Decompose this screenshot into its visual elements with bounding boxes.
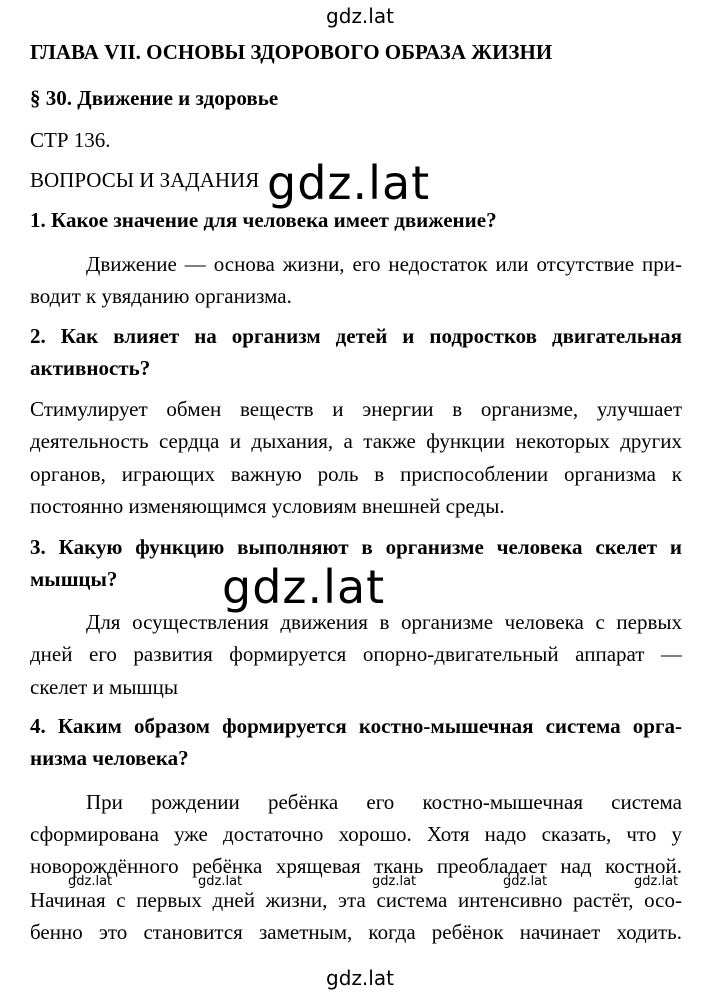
watermark-small-1: gdz.lat [68,874,113,889]
question-3-line-1: 3. Какую функцию выполняют в организме человека скелет и [30,535,682,559]
answer-2-line-1: Стимулирует обмен веществ и энергии в организме, улучшает [30,397,682,421]
answer-2-line-4: постоянно изменяющимся условиям внешней среды. [30,494,505,518]
question-2-line-2: активность? [30,356,151,380]
watermark-small-4: gdz.lat [503,874,548,889]
answer-3-line-3: скелет и мышцы [30,675,178,699]
question-3-line-2: мышцы? [30,567,118,591]
watermark-top: gdz.lat [326,4,394,28]
answer-1-line-1: Движение — основа жизни, его недостаток или отсутствие при- [86,252,682,276]
answer-4-line-3: новорождённого ребёнка хрящевая ткань преобладает над костной. [30,854,682,878]
answer-4-line-5: бенно это становится заметным, когда ребёнок начинает ходить. [30,920,682,944]
answer-4-line-4: Начиная с первых дней жизни, эта система интенсивно растёт, осо- [30,888,682,912]
answer-2-line-2: деятельность сердца и дыхания, а также функции некоторых других [30,429,682,453]
tasks-heading: ВОПРОСЫ И ЗАДАНИЯ [30,168,260,192]
answer-4-line-1: При рождении ребёнка его костно-мышечная система [86,790,682,814]
chapter-title: ГЛАВА VII. ОСНОВЫ ЗДОРОВОГО ОБРАЗА ЖИЗНИ [30,40,553,64]
answer-4-line-2: сформирована уже достаточно хорошо. Хотя надо сказать, что у [30,822,682,846]
watermark-small-2: gdz.lat [198,874,243,889]
answer-2-line-3: органов, играющих важную роль в приспособлении организма к [30,462,682,486]
question-1: 1. Какое значение для человека имеет движение? [30,208,497,232]
question-2-line-1: 2. Как влияет на организм детей и подростков двигательная [30,324,682,348]
watermark-bottom: gdz.lat [326,966,394,990]
watermark-large-2: gdz.lat [222,560,386,614]
question-4-line-2: низма человека? [30,746,189,770]
answer-1-line-2: водит к увяданию организма. [30,284,292,308]
watermark-small-3: gdz.lat [372,874,417,889]
answer-3-line-1: Для осуществления движения в организме человека с первых [86,610,682,634]
page-reference: СТР 136. [30,128,111,152]
answer-3-line-2: дней его развития формируется опорно-двигательный аппарат — [30,642,682,666]
question-4-line-1: 4. Каким образом формируется костно-мышечная система орга- [30,714,682,738]
watermark-large-1: gdz.lat [267,156,431,210]
section-title: § 30. Движение и здоровье [30,86,279,110]
watermark-small-5: gdz.lat [634,874,679,889]
